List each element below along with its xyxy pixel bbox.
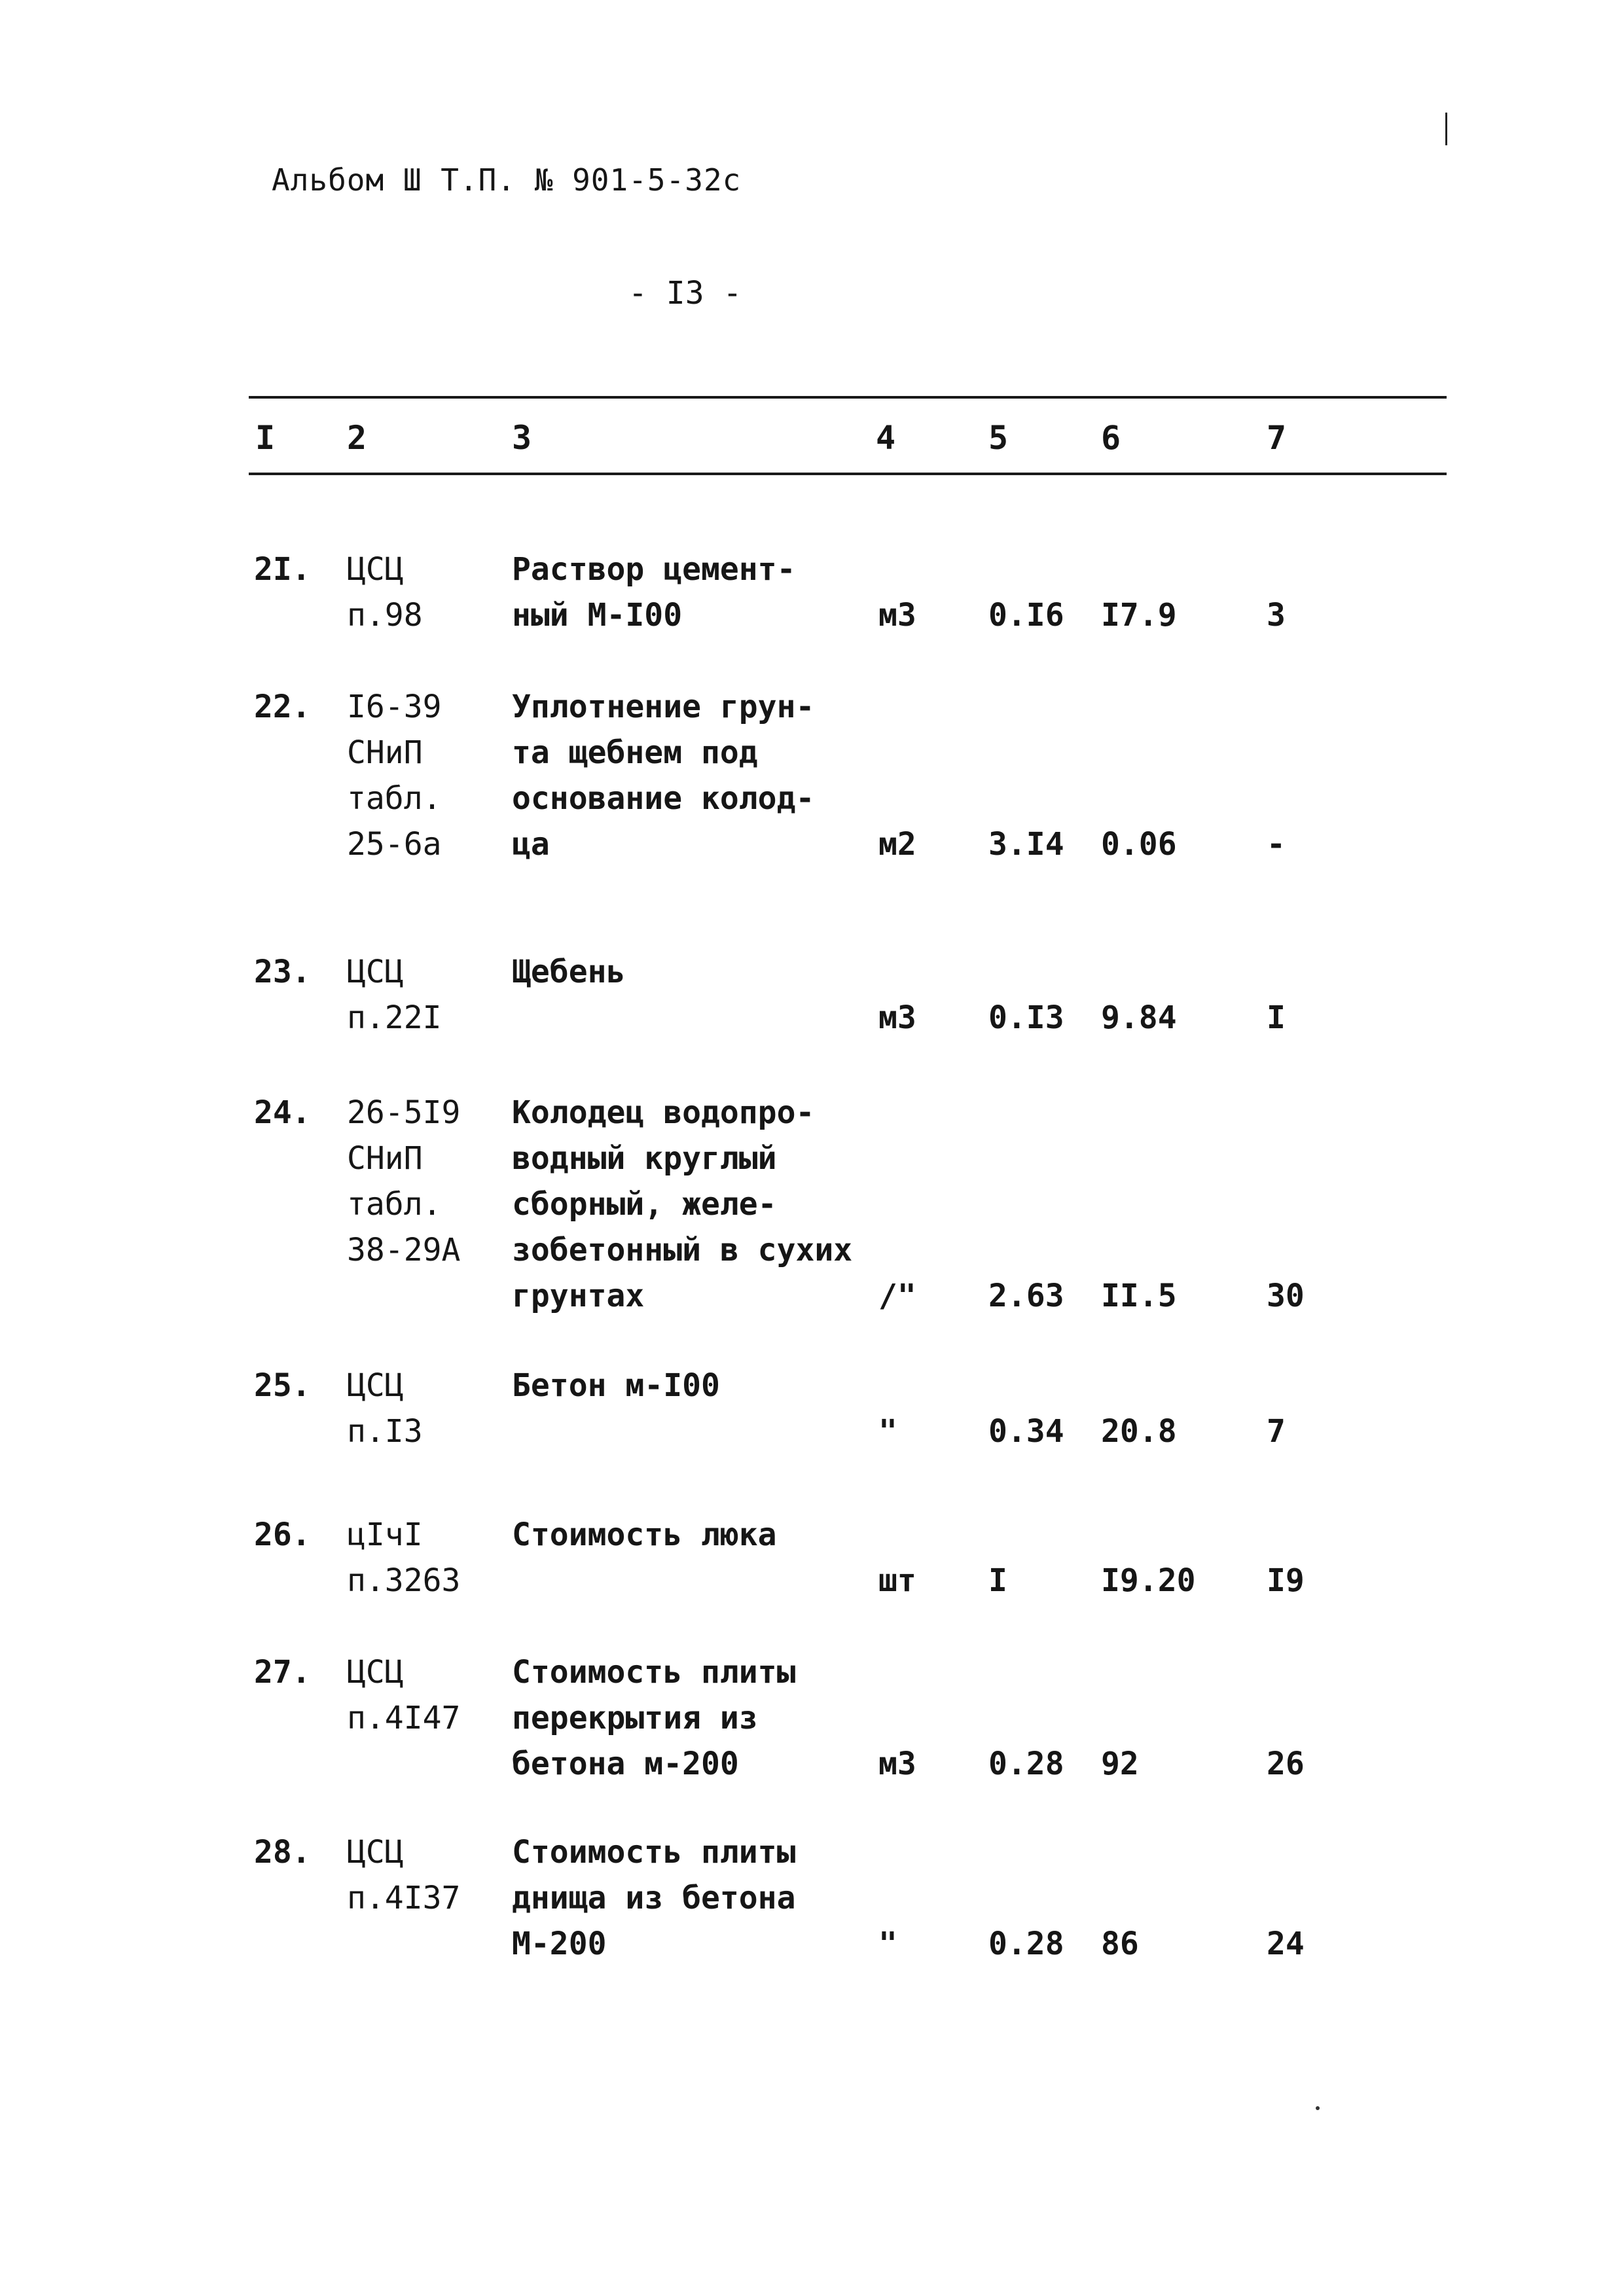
row-price: II.5 — [1101, 1278, 1177, 1314]
row-unit: " — [878, 1926, 897, 1962]
row-total: 3 — [1267, 597, 1286, 634]
row-name-line: Стоимость люка — [512, 1516, 777, 1553]
column-header-6: 6 — [1101, 419, 1121, 457]
row-name — [512, 547, 795, 638]
row-number: 25. — [254, 1367, 311, 1404]
row-code-line: 25-6а — [347, 826, 442, 863]
row-price: 92 — [1101, 1746, 1139, 1782]
column-header-5: 5 — [988, 419, 1009, 457]
row-code-line: п.98 — [347, 597, 423, 634]
row-code-line: п.4I47 — [347, 1700, 461, 1736]
row-price: I9.20 — [1101, 1562, 1196, 1599]
row-quantity: 0.28 — [988, 1926, 1064, 1962]
row-name-line: Щебень — [512, 954, 626, 990]
row-total: 26 — [1267, 1746, 1305, 1782]
album-title: Альбом Ш Т.П. № 901-5-32с — [272, 162, 742, 198]
row-number: 23. — [254, 954, 311, 990]
row-total: 24 — [1267, 1926, 1305, 1962]
row-name — [512, 949, 625, 995]
row-name-line: та щебнем под — [512, 734, 758, 771]
row-name-line: Стоимость плиты — [512, 1654, 796, 1691]
row-price: 0.06 — [1101, 826, 1177, 863]
row-code — [347, 1829, 460, 1921]
row-name-line: грунтах — [512, 1278, 645, 1314]
row-total: I9 — [1267, 1562, 1305, 1599]
row-code-line: ЦСЦ — [347, 1367, 404, 1404]
row-unit: шт — [878, 1562, 916, 1599]
row-name-line: Уплотнение грун- — [512, 689, 815, 725]
corner-mark — [1445, 113, 1447, 145]
row-quantity: 0.I6 — [988, 597, 1064, 634]
row-price: 9.84 — [1101, 999, 1177, 1036]
row-code — [347, 1649, 460, 1741]
row-unit: /" — [878, 1278, 916, 1314]
row-unit: м3 — [878, 999, 916, 1036]
row-number: 24. — [254, 1094, 311, 1131]
row-price: I7.9 — [1101, 597, 1177, 634]
row-code-line: ЦСЦ — [347, 954, 404, 990]
row-code-line: СНиП — [347, 1140, 423, 1177]
row-name-line: водный круглый — [512, 1140, 777, 1177]
row-number: 22. — [254, 689, 311, 725]
row-name-line: сборный, желе- — [512, 1186, 777, 1223]
row-number: 2I. — [254, 551, 311, 588]
row-code-line: I6-39 — [347, 689, 442, 725]
column-header-3: 3 — [512, 419, 532, 457]
stray-dot — [1316, 2106, 1320, 2110]
row-name — [512, 1090, 852, 1319]
row-name-line: М-200 — [512, 1926, 607, 1962]
row-code-line: ЦСЦ — [347, 1654, 404, 1691]
row-code — [347, 949, 442, 1041]
row-name — [512, 684, 814, 867]
table-top-rule — [249, 396, 1447, 399]
row-code-line: п.3263 — [347, 1562, 461, 1599]
row-number: 28. — [254, 1834, 311, 1871]
row-quantity: 0.28 — [988, 1746, 1064, 1782]
row-code-line: ЦСЦ — [347, 551, 404, 588]
row-name-line: ный М-I00 — [512, 597, 683, 634]
row-code-line: 26-5I9 — [347, 1094, 461, 1131]
column-header-2: 2 — [347, 419, 367, 457]
row-name-line: Стоимость плиты — [512, 1834, 796, 1871]
row-name — [512, 1363, 720, 1408]
row-name-line: Колодец водопро- — [512, 1094, 815, 1131]
row-code — [347, 684, 442, 867]
row-code-line: п.22I — [347, 999, 442, 1036]
row-total: - — [1267, 826, 1286, 863]
row-quantity: 3.I4 — [988, 826, 1064, 863]
row-name — [512, 1649, 795, 1787]
row-name-line: бетона м-200 — [512, 1746, 739, 1782]
row-code-line: табл. — [347, 1186, 442, 1223]
row-code — [347, 547, 423, 638]
row-name-line: перекрытия из — [512, 1700, 758, 1736]
row-code — [347, 1090, 460, 1273]
row-code-line: СНиП — [347, 734, 423, 771]
row-name-line: днища из бетона — [512, 1880, 796, 1916]
column-header-4: 4 — [876, 419, 896, 457]
row-price: 86 — [1101, 1926, 1139, 1962]
row-quantity: I — [988, 1562, 1007, 1599]
row-total: I — [1267, 999, 1286, 1036]
row-name — [512, 1512, 777, 1558]
row-unit: " — [878, 1413, 897, 1450]
page-number: - I3 - — [628, 275, 742, 312]
row-quantity: 2.63 — [988, 1278, 1064, 1314]
row-code-line: ЦСЦ — [347, 1834, 404, 1871]
row-code-line: табл. — [347, 780, 442, 817]
row-code-line: цIчI — [347, 1516, 423, 1553]
row-unit: м3 — [878, 597, 916, 634]
row-code — [347, 1512, 460, 1604]
row-unit: м2 — [878, 826, 916, 863]
row-code-line: 38-29А — [347, 1232, 461, 1268]
row-name — [512, 1829, 795, 1967]
row-name-line: зобетонный в сухих — [512, 1232, 853, 1268]
row-number: 27. — [254, 1654, 311, 1691]
row-code-line: п.I3 — [347, 1413, 423, 1450]
row-name-line: ца — [512, 826, 550, 863]
row-quantity: 0.34 — [988, 1413, 1064, 1450]
row-total: 30 — [1267, 1278, 1305, 1314]
column-header-7: 7 — [1267, 419, 1287, 457]
row-name-line: Бетон м-I00 — [512, 1367, 720, 1404]
row-code-line: п.4I37 — [347, 1880, 461, 1916]
row-code — [347, 1363, 423, 1454]
row-name-line: Раствор цемент- — [512, 551, 796, 588]
row-name-line: основание колод- — [512, 780, 815, 817]
table-header-rule — [249, 473, 1447, 475]
row-number: 26. — [254, 1516, 311, 1553]
row-price: 20.8 — [1101, 1413, 1177, 1450]
row-unit: м3 — [878, 1746, 916, 1782]
column-header-1: I — [255, 419, 276, 457]
row-total: 7 — [1267, 1413, 1286, 1450]
row-quantity: 0.I3 — [988, 999, 1064, 1036]
